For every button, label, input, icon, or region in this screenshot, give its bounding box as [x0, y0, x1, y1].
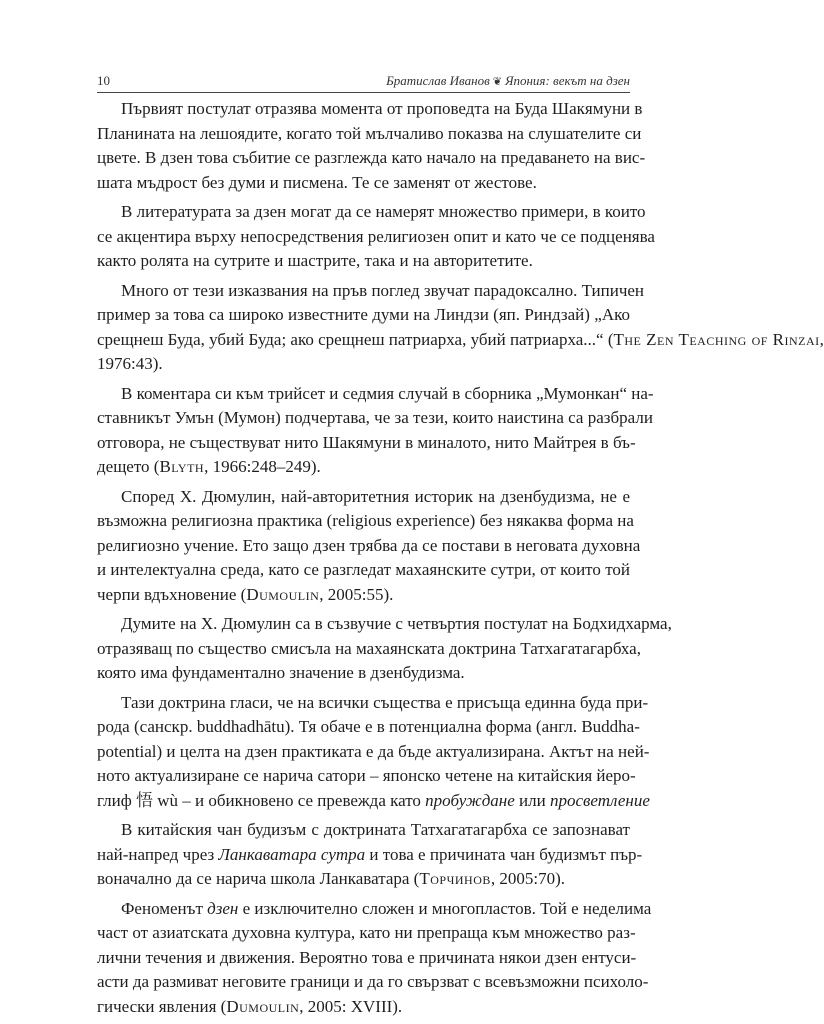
- text-fragment: гически явления (: [97, 996, 227, 1016]
- citation-author: Dumoulin: [226, 996, 300, 1016]
- paragraph-6: [97, 612, 672, 686]
- text-line: Тази доктрина гласи, че на всички същества е присъща единна буда при-: [121, 692, 649, 712]
- italic-term: пробуждане: [425, 790, 515, 810]
- header-book-title: Япония: векът на дзен: [504, 73, 630, 88]
- text-line: [97, 897, 652, 922]
- text-line: [97, 843, 643, 868]
- citation-author: Dumoulin: [246, 584, 320, 604]
- italic-term: просветление: [549, 790, 650, 810]
- page-number: 10: [97, 73, 110, 88]
- italic-term: Ланкаватара сутра: [218, 844, 366, 864]
- paragraph-2: [97, 200, 655, 274]
- text-line: пример за това са широко известните думи на Линдзи (яп. Риндзай) „Ако: [97, 305, 630, 324]
- text-line: В коментара си към трийсет и седмия случай в сборника „Мумонкан“ на-: [121, 383, 654, 403]
- text-line: част от азиатската духовна култура, като ни препраща към множество раз-: [97, 923, 636, 942]
- text-line: шата мъдрост без думи и писмена. Те се заменят от жестове.: [97, 172, 537, 192]
- paragraph-1: [97, 97, 646, 195]
- running-header: [97, 72, 630, 93]
- text-line: Планината на лешоядите, когато той мълчаливо показва на слушателите си: [97, 123, 642, 143]
- citation-title: The Zen Teaching of Rinzai,: [613, 329, 824, 349]
- text-fragment: воначално да се нарича школа Ланкаватара (: [97, 869, 420, 888]
- header-author: Братислав Иванов: [386, 73, 490, 88]
- text-line: potential) и целта на дзен практиката е да бъде актуализирана. Актът на ней-: [97, 741, 650, 761]
- paragraph-5: [97, 485, 641, 608]
- italic-term: дзен: [207, 898, 239, 918]
- text-line: [97, 455, 630, 480]
- text-fragment: е изключително сложен и многопластов. Той е неделима: [238, 898, 652, 918]
- text-fragment: дещето (: [97, 457, 160, 476]
- paragraph-8: [97, 818, 643, 892]
- text-line: лични течения и движения. Вероятно това е причината някои дзен ентуси-: [97, 947, 637, 967]
- text-line: [97, 583, 630, 608]
- text-line: Думите на Х. Дюмулин са в съзвучие с четвъртия постулат на Бодхидхарма,: [121, 614, 672, 633]
- text-line: и интелектуална среда, като се разгледат махаянските сутри, от които той: [97, 560, 630, 579]
- text-fragment: Феноменът: [121, 898, 208, 918]
- text-line: рода (санскр. buddhadhātu). Тя обаче е в потенциална форма (англ. Buddha-: [97, 717, 640, 736]
- text-line: [97, 789, 650, 814]
- text-line: както ролята на сутрите и шастрите, така и на авторитетите.: [97, 251, 533, 270]
- paragraph-3: [97, 279, 824, 377]
- text-fragment: , 2005:55).: [319, 584, 394, 604]
- text-line: Според Х. Дюмулин, най-авторитетния историк на дзенбудизма, не е: [121, 486, 630, 506]
- text-line: цвете. В дзен това събитие се разглежда като начало на предаването на вис-: [97, 148, 646, 167]
- text-line: 1976:43).: [97, 354, 163, 373]
- text-line: ставникът Умън (Мумон) подчертава, че за тези, които наистина са разбрали: [97, 408, 653, 427]
- text-fragment: и това е причината чан будизмът пър-: [365, 844, 643, 864]
- paragraph-9: [97, 897, 652, 1020]
- paragraph-4: [97, 382, 654, 480]
- text-fragment: , 2005:70).: [490, 869, 566, 888]
- citation-author: Торчинов: [419, 869, 491, 888]
- running-title: [386, 73, 630, 89]
- text-fragment: черпи вдъхновение (: [97, 584, 247, 604]
- text-line: Много от тези изказвания на пръв поглед звучат парадоксално. Типичен: [121, 280, 645, 300]
- text-line: отразяващ по същество смисъла на махаянската доктрина Татхагатагарбха,: [97, 638, 641, 658]
- text-fragment: срещнеш Буда, убий Буда; ако срещнеш патриарха, убий патриарха...“ (: [97, 329, 614, 349]
- text-line: възможна религиозна практика (religious experience) без някаква форма на: [97, 511, 634, 530]
- text-line: която има фундаментално значение в дзенбудизма.: [97, 663, 465, 682]
- paragraph-7: [97, 691, 650, 814]
- text-line: В литературата за дзен могат да се намерят множество примери, в които: [121, 202, 646, 221]
- main-text: [97, 97, 824, 1024]
- text-line: [97, 995, 630, 1020]
- text-line: отговора, не съществуват нито Шакямуни в миналото, нито Майтрея в бъ-: [97, 432, 636, 452]
- text-line: се акцентира върху непосредствения религиозен опит и като че се подценява: [97, 226, 655, 246]
- text-fragment: най-напред чрез: [97, 844, 219, 864]
- text-fragment: , 2005: XVIII).: [299, 996, 403, 1016]
- fleuron-separator-icon: ❦: [492, 76, 502, 88]
- text-line: религиозно учение. Ето защо дзен трябва да се постави в неговата духовна: [97, 535, 641, 555]
- text-fragment: глиф 悟 wù – и обикновено се превежда като: [97, 790, 426, 810]
- text-line: Първият постулат отразява момента от проповедта на Буда Шакямуни в: [121, 99, 643, 118]
- text-line: асти да размиват неговите граници и да го свързват с всевъзможни психоло-: [97, 972, 649, 991]
- text-line: В китайския чан будизъм с доктрината Татхагатагарбха се запознават: [121, 820, 630, 839]
- text-fragment: или: [514, 790, 550, 810]
- citation-author: Blyth: [159, 457, 205, 476]
- text-line: ното актуализиране се нарича сатори – японско четене на китайския йеро-: [97, 766, 636, 785]
- text-fragment: , 1966:248–249).: [204, 457, 321, 476]
- text-line: [97, 328, 824, 353]
- text-line: [97, 867, 630, 892]
